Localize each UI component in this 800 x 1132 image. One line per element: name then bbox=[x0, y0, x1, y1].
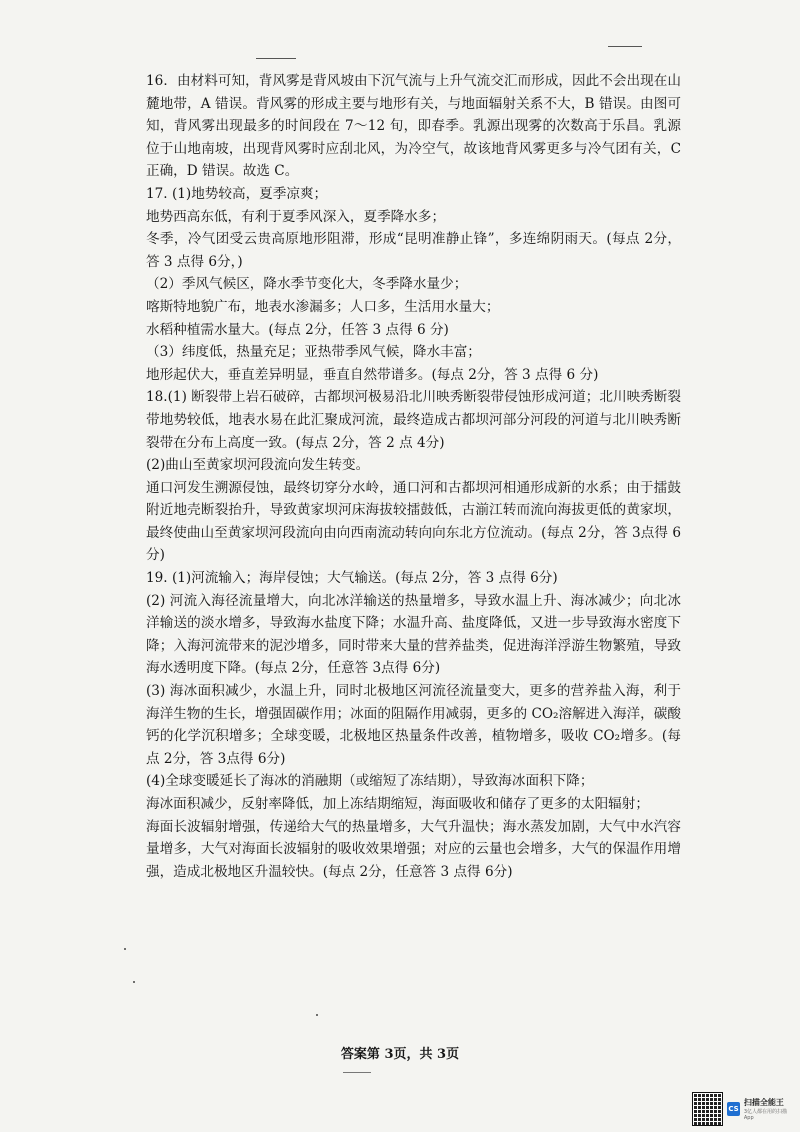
answer-17-1-line-1: 17. (1)地势较高，夏季凉爽； bbox=[146, 185, 328, 202]
answer-17-3-line-2: 地形起伏大，垂直差异明显，垂直自然带谱多。(每点 2分，答 3 点得 6 分) bbox=[146, 366, 599, 383]
scan-artifact-line bbox=[608, 46, 642, 47]
scanner-brand-name: 扫描全能王 bbox=[743, 1098, 784, 1107]
answer-19-3: (3) 海冰面积减少，水温上升，同时北极地区河流径流量变大，更多的营养盐入海，利于海洋生物的生长，增强固碳作用；冰面的阻隔作用减弱，更多的 CO₂溶解进入海洋，碳酸钙的化学沉积增多；全球变暖，北极地区热量条件改善，植物增多，吸收 CO₂增多。(每点 2分，答 3点得 6分) bbox=[146, 683, 681, 767]
answer-19-2: (2) 河流入海径流量增大，向北冰洋输送的热量增多，导致水温上升、海冰减少；向北冰洋输送的淡水增多，导致海水盐度下降；水温升高、盐度降低，又进一步导致海水密度下降；入海河流带来的泥沙增多，同时带来大量的营养盐类，促进海洋浮游生物繁殖，导致海水透明度下降。(每点 2分，任意答 3点得 6分) bbox=[146, 592, 681, 677]
answer-19-1: 19. (1)河流输入；海岸侵蚀；大气输送。(每点 2分，答 3 点得 6分) bbox=[146, 570, 558, 587]
answer-18-2-title: (2)曲山至黄家坝河段流向发生转变。 bbox=[146, 457, 370, 474]
answer-17-2-line-1: （2）季风气候区，降水季节变化大，冬季降水量少； bbox=[146, 276, 468, 293]
answer-19-4-line-1: (4)全球变暖延长了海冰的消融期（或缩短了冻结期），导致海冰面积下降； bbox=[146, 773, 594, 790]
answer-18-2-body: 通口河发生溯源侵蚀，最终切穿分水岭，通口河和古都坝河相通形成新的水系；由于擂鼓附近地壳断裂抬升，导致黄家坝河床海拔较擂鼓低，古湔江转而流向海拔更低的黄家坝，最终使曲山至黄家坝河段流向由向西南流动转向向东北方位流动。(每点 2分，答 3点得 6分) bbox=[146, 479, 681, 564]
scanner-brand-tagline: 3亿人都在用的扫描App bbox=[743, 1109, 788, 1121]
scan-speck bbox=[316, 1014, 318, 1016]
answer-17-1-line-3: 冬季，冷气团受云贵高原地形阻滞，形成“昆明准静止锋”，多连绵阴雨天。(每点 2分，答 3 点得 6分，) bbox=[146, 231, 681, 270]
answer-17-1-line-2: 地势西高东低，有利于夏季风深入，夏季降水多； bbox=[146, 208, 446, 225]
answer-17-3-line-1: （3）纬度低，热量充足；亚热带季风气候，降水丰富； bbox=[146, 344, 481, 361]
answer-text-body bbox=[146, 70, 681, 883]
scanner-brand bbox=[744, 1097, 792, 1121]
answer-17-2-line-3: 水稻种植需水量大。(每点 2分，任答 3 点得 6 分) bbox=[146, 321, 449, 338]
scan-artifact-line bbox=[343, 1072, 371, 1073]
answer-19-4-line-2: 海冰面积减少，反射率降低，加上冻结期缩短，海面吸收和储存了更多的太阳辐射； bbox=[146, 796, 649, 812]
scanner-watermark bbox=[692, 1090, 792, 1128]
scan-artifact-line bbox=[256, 58, 296, 59]
scan-speck bbox=[133, 981, 135, 983]
scan-speck bbox=[124, 948, 126, 950]
answer-16: 16．由材料可知，背风雾是背风坡由下沉气流与上升气流交汇而形成，因此不会出现在山麓地带，A 错误。背风雾的形成主要与地形有关，与地面辐射关系不大，B 错误。由图可知，背风雾出现最多的时间段在 7～12 旬，即春季。乳源出现雾的次数高于乐昌。乳源位于山地南坡，出现背风雾时应刮北风，为冷空气，故该地背风雾更多与冷气团有关，C 正确，D 错误。故选 C。 bbox=[146, 73, 681, 180]
answer-19-4-line-3: 海面长波辐射增强，传递给大气的热量增多，大气升温快；海水蒸发加剧，大气中水汽容量增多，大气对海面长波辐射的吸收效果增强；对应的云量也会增多，大气的保温作用增强，造成北极地区升温较快。(每点 2分，任意答 3 点得 6分) bbox=[146, 818, 681, 880]
qr-code-icon bbox=[692, 1092, 723, 1126]
answer-17-2-line-2: 喀斯特地貌广布，地表水渗漏多；人口多，生活用水量大； bbox=[146, 298, 500, 315]
page-footer: 答案第 3页，共 3页 bbox=[340, 1047, 460, 1062]
answer-18-1: 18.(1) 断裂带上岩石破碎，古都坝河极易沿北川映秀断裂带侵蚀形成河道；北川映秀断裂带地势较低，地表水易在此汇聚成河流，最终造成古都坝河部分河段的河道与北川映秀断裂带在分布上高度一致。(每点 2分，答 2 点 4分) bbox=[146, 389, 681, 451]
camscanner-logo-icon: CS bbox=[727, 1102, 740, 1116]
